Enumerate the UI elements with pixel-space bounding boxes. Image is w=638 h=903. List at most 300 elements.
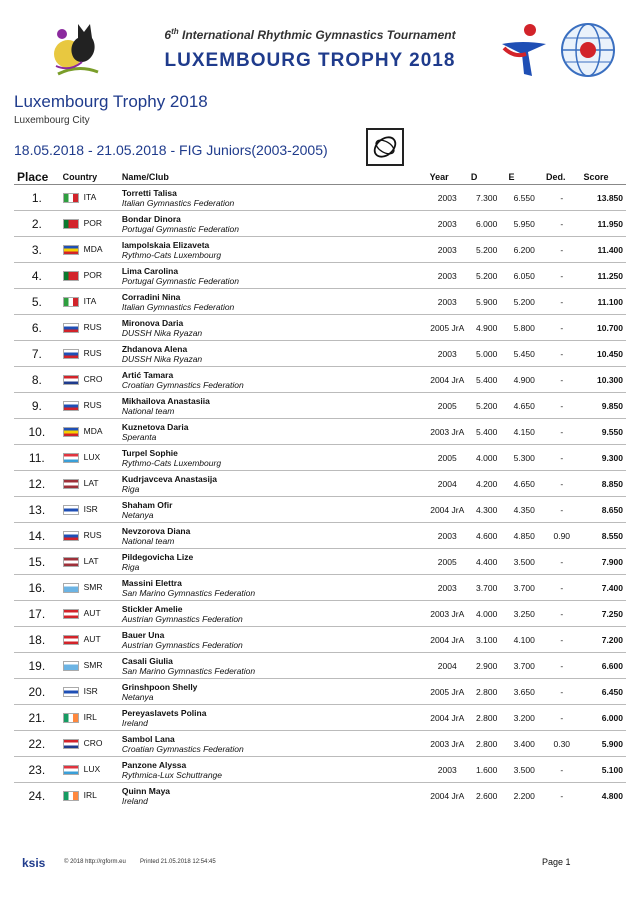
table-header-row	[14, 170, 626, 185]
place-cell: 22.	[14, 731, 60, 757]
table-row	[14, 601, 626, 627]
event-subtitle: 18.05.2018 - 21.05.2018 - FIG Juniors(2003-2005)	[14, 142, 328, 158]
country-code: SMR	[83, 582, 103, 593]
club-name: Rythmo-Cats Luxembourg	[121, 457, 222, 468]
e-score-cell: 2.200	[505, 783, 543, 809]
col-ded: Ded.	[543, 170, 580, 185]
place-cell: 17.	[14, 601, 60, 627]
place-cell: 15.	[14, 549, 60, 575]
country-cell	[60, 393, 119, 419]
country-cell	[60, 523, 119, 549]
d-score-cell: 4.900	[468, 315, 506, 341]
d-score-cell: 5.400	[468, 367, 506, 393]
year-cell: 2003	[427, 289, 468, 315]
total-score-cell: 11.100	[581, 289, 627, 315]
name-club-cell	[119, 471, 427, 497]
trophy-title: LUXEMBOURG TROPHY 2018	[164, 50, 456, 71]
club-name: Ireland	[121, 717, 148, 728]
event-title: Luxembourg Trophy 2018	[14, 92, 208, 111]
year-cell: 2003	[427, 185, 468, 211]
flag-icon	[63, 271, 79, 281]
flag-icon	[63, 557, 79, 567]
e-score-cell: 4.350	[505, 497, 543, 523]
e-score-cell: 3.400	[505, 731, 543, 757]
country-code: POR	[83, 218, 103, 229]
table-row	[14, 289, 626, 315]
club-name: Rythmica-Lux Schuttrange	[121, 769, 223, 780]
place-cell: 10.	[14, 419, 60, 445]
name-club-cell	[119, 315, 427, 341]
deduction-cell: -	[543, 419, 580, 445]
d-score-cell: 2.800	[468, 731, 506, 757]
total-score-cell: 5.900	[581, 731, 627, 757]
table-row	[14, 523, 626, 549]
flag-icon	[63, 219, 79, 229]
total-score-cell: 6.600	[581, 653, 627, 679]
total-score-cell: 9.850	[581, 393, 627, 419]
year-cell: 2003	[427, 263, 468, 289]
deduction-cell: -	[543, 653, 580, 679]
table-row	[14, 393, 626, 419]
deduction-cell: -	[543, 679, 580, 705]
flag-icon	[63, 479, 79, 489]
d-score-cell: 5.000	[468, 341, 506, 367]
deduction-cell: -	[543, 783, 580, 809]
year-cell: 2005 JrA	[427, 679, 468, 705]
d-score-cell: 2.600	[468, 783, 506, 809]
d-score-cell: 5.900	[468, 289, 506, 315]
gymnast-name: Lima Carolina	[121, 265, 179, 276]
name-club-cell	[119, 393, 427, 419]
total-score-cell: 9.300	[581, 445, 627, 471]
e-score-cell: 5.950	[505, 211, 543, 237]
total-score-cell: 7.400	[581, 575, 627, 601]
e-score-cell: 4.650	[505, 393, 543, 419]
gymnast-name: Panzone Alyssa	[121, 759, 187, 770]
country-code: RUS	[83, 400, 102, 411]
deduction-cell: -	[543, 757, 580, 783]
gymnast-name: Pereyaslavets Polina	[121, 707, 207, 718]
total-score-cell: 6.000	[581, 705, 627, 731]
place-cell: 9.	[14, 393, 60, 419]
gymnast-name: Kudrjavceva Anastasija	[121, 473, 217, 484]
country-cell	[60, 627, 119, 653]
table-row	[14, 445, 626, 471]
table-row	[14, 419, 626, 445]
country-cell	[60, 289, 119, 315]
flag-icon	[63, 375, 79, 385]
gymnast-name: Pildegovicha Lize	[121, 551, 194, 562]
e-score-cell: 5.200	[505, 289, 543, 315]
year-cell: 2005	[427, 445, 468, 471]
country-code: POR	[83, 270, 103, 281]
country-code: IRL	[83, 790, 97, 801]
club-name: DUSSH Nika Ryazan	[121, 327, 203, 338]
country-cell	[60, 549, 119, 575]
year-cell: 2004 JrA	[427, 627, 468, 653]
total-score-cell: 8.650	[581, 497, 627, 523]
name-club-cell	[119, 341, 427, 367]
deduction-cell: -	[543, 549, 580, 575]
deduction-cell: -	[543, 263, 580, 289]
deduction-cell: -	[543, 211, 580, 237]
place-cell: 2.	[14, 211, 60, 237]
e-score-cell: 4.150	[505, 419, 543, 445]
deduction-cell: -	[543, 367, 580, 393]
club-name: Ireland	[121, 795, 148, 806]
place-cell: 20.	[14, 679, 60, 705]
name-club-cell	[119, 575, 427, 601]
col-place: Place	[14, 170, 60, 185]
year-cell: 2004 JrA	[427, 705, 468, 731]
d-score-cell: 4.400	[468, 549, 506, 575]
e-score-cell: 4.100	[505, 627, 543, 653]
flag-icon	[63, 713, 79, 723]
flag-icon	[63, 505, 79, 515]
country-code: CRO	[83, 738, 103, 749]
year-cell: 2005	[427, 549, 468, 575]
name-club-cell	[119, 757, 427, 783]
deduction-cell: -	[543, 237, 580, 263]
col-name: Name/Club	[119, 170, 427, 185]
country-cell	[60, 653, 119, 679]
gymnast-name: Grinshpoon Shelly	[121, 681, 198, 692]
gymnast-name: Casali Giulia	[121, 655, 173, 666]
d-score-cell: 4.600	[468, 523, 506, 549]
d-score-cell: 5.200	[468, 263, 506, 289]
place-cell: 13.	[14, 497, 60, 523]
ksis-logo: ksis	[22, 856, 46, 870]
country-code: AUT	[83, 608, 101, 619]
country-cell	[60, 731, 119, 757]
table-row	[14, 471, 626, 497]
flag-icon	[63, 401, 79, 411]
total-score-cell: 6.450	[581, 679, 627, 705]
deduction-cell: -	[543, 393, 580, 419]
club-name: Portugal Gymnastic Federation	[121, 275, 240, 286]
name-club-cell	[119, 731, 427, 757]
country-code: ITA	[83, 192, 97, 203]
gymnast-name: Turpel Sophie	[121, 447, 178, 458]
club-name: Netanya	[121, 691, 154, 702]
page-header	[0, 0, 638, 90]
place-cell: 3.	[14, 237, 60, 263]
gymnast-name: Bondar Dinora	[121, 213, 181, 224]
country-code: LAT	[83, 556, 99, 567]
col-year: Year	[427, 170, 468, 185]
country-code: SMR	[83, 660, 103, 671]
country-cell	[60, 497, 119, 523]
e-score-cell: 5.800	[505, 315, 543, 341]
table-row	[14, 783, 626, 809]
total-score-cell: 11.400	[581, 237, 627, 263]
club-name: National team	[121, 535, 175, 546]
country-cell	[60, 471, 119, 497]
country-code: RUS	[83, 530, 102, 541]
total-score-cell: 13.850	[581, 185, 627, 211]
col-e: E	[505, 170, 543, 185]
table-row	[14, 211, 626, 237]
total-score-cell: 10.450	[581, 341, 627, 367]
name-club-cell	[119, 289, 427, 315]
table-row	[14, 627, 626, 653]
place-cell: 24.	[14, 783, 60, 809]
gymnast-name: Shaham Ofir	[121, 499, 173, 510]
table-row	[14, 185, 626, 211]
e-score-cell: 4.650	[505, 471, 543, 497]
flag-icon	[63, 297, 79, 307]
flag-icon	[63, 349, 79, 359]
deduction-cell: -	[543, 289, 580, 315]
name-club-cell	[119, 679, 427, 705]
d-score-cell: 4.000	[468, 601, 506, 627]
col-score: Score	[581, 170, 627, 185]
results-table	[14, 170, 626, 809]
club-name: Croatian Gymnastics Federation	[121, 379, 244, 390]
country-code: ITA	[83, 296, 97, 307]
year-cell: 2003 JrA	[427, 731, 468, 757]
place-cell: 18.	[14, 627, 60, 653]
gymnast-name: Kuznetova Daria	[121, 421, 189, 432]
e-score-cell: 5.450	[505, 341, 543, 367]
club-name: DUSSH Nika Ryazan	[121, 353, 203, 364]
name-club-cell	[119, 627, 427, 653]
copyright-text: © 2018 http://rgform.eu	[64, 859, 126, 865]
deduction-cell: -	[543, 315, 580, 341]
d-score-cell: 2.800	[468, 705, 506, 731]
flag-icon	[63, 687, 79, 697]
country-code: LUX	[83, 452, 101, 463]
country-code: IRL	[83, 712, 97, 723]
deduction-cell: -	[543, 705, 580, 731]
country-code: RUS	[83, 322, 102, 333]
e-score-cell: 6.550	[505, 185, 543, 211]
d-score-cell: 7.300	[468, 185, 506, 211]
flag-icon	[63, 583, 79, 593]
club-name: Italian Gymnastics Federation	[121, 197, 235, 208]
table-row	[14, 237, 626, 263]
name-club-cell	[119, 549, 427, 575]
table-row	[14, 679, 626, 705]
year-cell: 2003	[427, 341, 468, 367]
year-cell: 2003	[427, 237, 468, 263]
total-score-cell: 11.250	[581, 263, 627, 289]
table-row	[14, 315, 626, 341]
e-score-cell: 6.200	[505, 237, 543, 263]
total-score-cell: 4.800	[581, 783, 627, 809]
year-cell: 2005	[427, 393, 468, 419]
country-cell	[60, 419, 119, 445]
d-score-cell: 5.200	[468, 237, 506, 263]
club-name: Rythmo-Cats Luxembourg	[121, 249, 222, 260]
country-code: AUT	[83, 634, 101, 645]
flag-icon	[63, 661, 79, 671]
flag-icon	[63, 427, 79, 437]
club-name: Netanya	[121, 509, 154, 520]
country-code: RUS	[83, 348, 102, 359]
col-country: Country	[60, 170, 119, 185]
e-score-cell: 3.700	[505, 653, 543, 679]
flag-icon	[63, 193, 79, 203]
d-score-cell: 2.900	[468, 653, 506, 679]
flag-icon	[63, 245, 79, 255]
table-row	[14, 731, 626, 757]
d-score-cell: 6.000	[468, 211, 506, 237]
club-name: Italian Gymnastics Federation	[121, 301, 235, 312]
club-name: Speranta	[121, 431, 157, 442]
d-score-cell: 4.000	[468, 445, 506, 471]
gymnast-name: Massini Elettra	[121, 577, 182, 588]
club-name: Austrian Gymnastics Federation	[121, 613, 243, 624]
place-cell: 23.	[14, 757, 60, 783]
club-name: Riga	[121, 483, 140, 494]
place-cell: 1.	[14, 185, 60, 211]
place-cell: 5.	[14, 289, 60, 315]
results-body	[14, 185, 626, 809]
d-score-cell: 3.700	[468, 575, 506, 601]
club-name: National team	[121, 405, 175, 416]
flag-icon	[63, 323, 79, 333]
col-d: D	[468, 170, 506, 185]
country-cell	[60, 263, 119, 289]
country-code: MDA	[83, 244, 103, 255]
year-cell: 2003	[427, 757, 468, 783]
place-cell: 16.	[14, 575, 60, 601]
club-name: San Marino Gymnastics Federation	[121, 665, 256, 676]
table-row	[14, 575, 626, 601]
name-club-cell	[119, 263, 427, 289]
tournament-title: 6th International Rhythmic Gymnastics Tournament	[164, 27, 456, 42]
gymnast-name: Quinn Maya	[121, 785, 171, 796]
country-code: ISR	[83, 504, 98, 515]
deduction-cell: -	[543, 471, 580, 497]
d-score-cell: 2.800	[468, 679, 506, 705]
place-cell: 6.	[14, 315, 60, 341]
e-score-cell: 3.200	[505, 705, 543, 731]
d-score-cell: 5.200	[468, 393, 506, 419]
year-cell: 2004 JrA	[427, 497, 468, 523]
name-club-cell	[119, 419, 427, 445]
year-cell: 2004	[427, 471, 468, 497]
flag-icon	[63, 739, 79, 749]
year-cell: 2005 JrA	[427, 315, 468, 341]
year-cell: 2004	[427, 653, 468, 679]
country-cell	[60, 705, 119, 731]
name-club-cell	[119, 497, 427, 523]
total-score-cell: 5.100	[581, 757, 627, 783]
flag-icon	[63, 635, 79, 645]
table-row	[14, 341, 626, 367]
total-score-cell: 7.200	[581, 627, 627, 653]
deduction-cell: -	[543, 497, 580, 523]
deduction-cell: -	[543, 445, 580, 471]
total-score-cell: 7.250	[581, 601, 627, 627]
place-cell: 19.	[14, 653, 60, 679]
gymnast-name: Iampolskaia Elizaveta	[121, 239, 210, 250]
country-code: LUX	[83, 764, 101, 775]
country-cell	[60, 757, 119, 783]
country-cell	[60, 783, 119, 809]
country-cell	[60, 445, 119, 471]
flag-icon	[63, 791, 79, 801]
country-code: MDA	[83, 426, 103, 437]
gymnast-name: Bauer Una	[121, 629, 165, 640]
place-cell: 12.	[14, 471, 60, 497]
year-cell: 2003 JrA	[427, 601, 468, 627]
d-score-cell: 3.100	[468, 627, 506, 653]
total-score-cell: 11.950	[581, 211, 627, 237]
total-score-cell: 9.550	[581, 419, 627, 445]
gymnast-name: Sambol Lana	[121, 733, 175, 744]
year-cell: 2004 JrA	[427, 783, 468, 809]
gymnast-name: Nevzorova Diana	[121, 525, 191, 536]
name-club-cell	[119, 185, 427, 211]
club-name: Austrian Gymnastics Federation	[121, 639, 243, 650]
page-number: Page 1	[542, 857, 571, 867]
table-row	[14, 653, 626, 679]
year-cell: 2003	[427, 523, 468, 549]
deduction-cell: 0.90	[543, 523, 580, 549]
gymnast-name: Mikhailova Anastasiia	[121, 395, 210, 406]
place-cell: 7.	[14, 341, 60, 367]
total-score-cell: 10.700	[581, 315, 627, 341]
table-row	[14, 757, 626, 783]
country-cell	[60, 575, 119, 601]
country-code: ISR	[83, 686, 98, 697]
name-club-cell	[119, 367, 427, 393]
e-score-cell: 3.700	[505, 575, 543, 601]
year-cell: 2003	[427, 211, 468, 237]
d-score-cell: 1.600	[468, 757, 506, 783]
club-name: Riga	[121, 561, 140, 572]
d-score-cell: 5.400	[468, 419, 506, 445]
table-row	[14, 367, 626, 393]
e-score-cell: 3.500	[505, 757, 543, 783]
name-club-cell	[119, 211, 427, 237]
e-score-cell: 5.300	[505, 445, 543, 471]
place-cell: 21.	[14, 705, 60, 731]
deduction-cell: -	[543, 185, 580, 211]
page-footer	[0, 852, 638, 872]
fig-globe-logo-icon	[560, 22, 616, 78]
rythmo-cats-logo-icon	[48, 14, 108, 80]
total-score-cell: 8.850	[581, 471, 627, 497]
d-score-cell: 4.300	[468, 497, 506, 523]
place-cell: 4.	[14, 263, 60, 289]
deduction-cell: -	[543, 341, 580, 367]
club-name: San Marino Gymnastics Federation	[121, 587, 256, 598]
year-cell: 2003 JrA	[427, 419, 468, 445]
name-club-cell	[119, 783, 427, 809]
year-cell: 2003	[427, 575, 468, 601]
gymnast-name: Corradini Nina	[121, 291, 181, 302]
name-club-cell	[119, 601, 427, 627]
e-score-cell: 3.650	[505, 679, 543, 705]
e-score-cell: 6.050	[505, 263, 543, 289]
flag-icon	[63, 453, 79, 463]
deduction-cell: 0.30	[543, 731, 580, 757]
e-score-cell: 3.500	[505, 549, 543, 575]
name-club-cell	[119, 705, 427, 731]
total-score-cell: 10.300	[581, 367, 627, 393]
country-cell	[60, 315, 119, 341]
country-cell	[60, 185, 119, 211]
d-score-cell: 4.200	[468, 471, 506, 497]
flag-icon	[63, 531, 79, 541]
country-cell	[60, 679, 119, 705]
table-row	[14, 263, 626, 289]
flag-icon	[63, 765, 79, 775]
